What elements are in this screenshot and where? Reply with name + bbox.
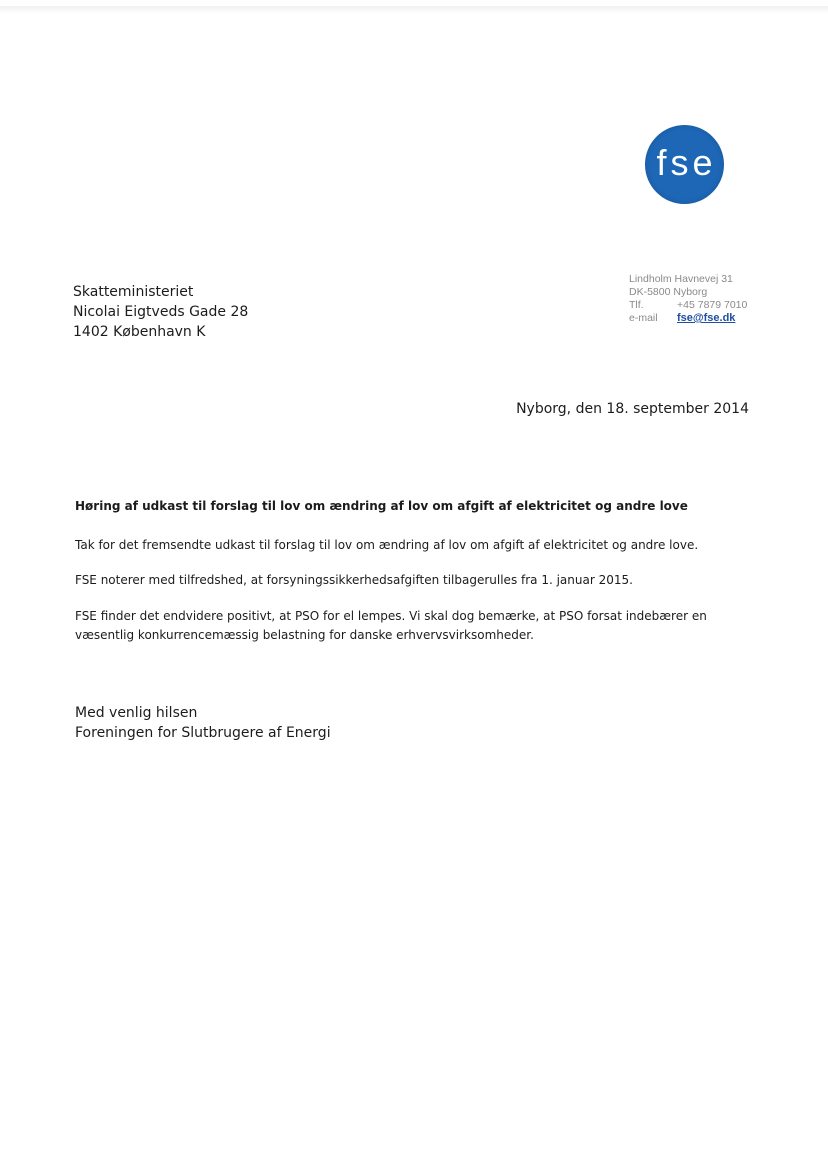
- recipient-address: [73, 282, 248, 342]
- body-paragraph-3-line-2: væsentlig konkurrencemæssig belastning for danske erhvervsvirksomheder.: [75, 628, 534, 642]
- email-label: e-mail: [629, 312, 658, 324]
- phone-label: Tlf.: [629, 299, 644, 311]
- contact-address-line2: DK-5800 Nyborg: [629, 286, 708, 298]
- logo-text: fse: [656, 142, 717, 183]
- contact-email-row: [629, 312, 759, 325]
- sender-contact-block: [629, 273, 759, 325]
- body-paragraph-1: Tak for det fremsendte udkast til forslag til lov om ændring af lov om afgift af elektricitet og andre love.: [75, 538, 699, 552]
- email-link[interactable]: fse@fse.dk: [677, 312, 736, 324]
- contact-phone-row: [629, 299, 759, 312]
- body-paragraph-3: [75, 607, 707, 645]
- fse-logo: [645, 125, 724, 204]
- contact-address-line1: Lindholm Havnevej 31: [629, 273, 733, 285]
- letter-date: Nyborg, den 18. september 2014: [516, 401, 749, 417]
- letter-subject: Høring af udkast til forslag til lov om ændring af lov om afgift af elektricitet og andre love: [75, 499, 688, 513]
- scan-edge: [0, 6, 828, 14]
- body-paragraph-3-line-1: FSE finder det endvidere positivt, at PSO for el lempes. Vi skal dog bemærke, at PSO forsat indebærer en: [75, 609, 707, 623]
- recipient-city: 1402 København K: [73, 324, 206, 340]
- closing-sender: Foreningen for Slutbrugere af Energi: [75, 725, 331, 741]
- closing-block: [75, 703, 331, 743]
- recipient-name: Skatteministeriet: [73, 284, 194, 300]
- body-paragraph-2: FSE noterer med tilfredshed, at forsyningssikkerhedsafgiften tilbagerulles fra 1. januar 2015.: [75, 573, 633, 587]
- recipient-street: Nicolai Eigtveds Gade 28: [73, 304, 249, 320]
- phone-number: +45 7879 7010: [677, 299, 748, 311]
- closing-greeting: Med venlig hilsen: [75, 705, 198, 721]
